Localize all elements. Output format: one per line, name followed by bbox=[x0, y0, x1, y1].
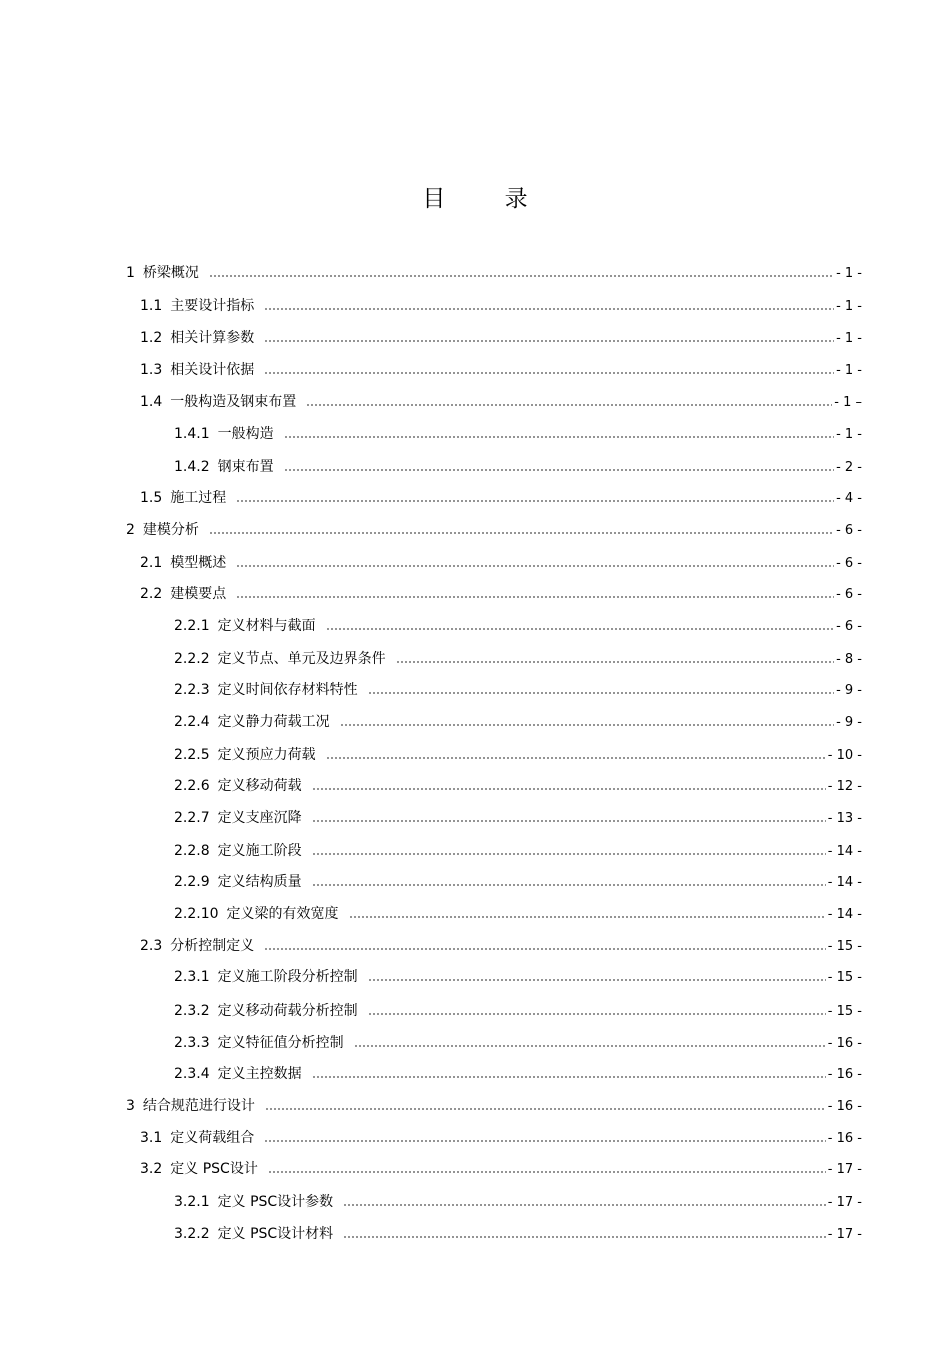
toc-entry-label: 模型概述 bbox=[170, 555, 227, 571]
toc-entry[interactable] bbox=[174, 650, 862, 669]
toc-entry-label: 建模分析 bbox=[142, 522, 199, 538]
toc-entry[interactable] bbox=[174, 905, 862, 924]
toc-entry-label: 分析控制定义 bbox=[170, 938, 255, 954]
toc-dot-leader bbox=[326, 755, 826, 761]
toc-entry-page: - 1 - bbox=[836, 266, 862, 281]
toc-entry-number: 1.4.1 bbox=[174, 426, 210, 442]
toc-entry-number: 2 bbox=[126, 522, 135, 538]
toc-entry-label: 定义静力荷载工况 bbox=[217, 714, 330, 730]
toc-entry[interactable] bbox=[174, 425, 862, 444]
toc-entry-number: 2.2.2 bbox=[174, 651, 210, 667]
toc-entry-page: - 15 - bbox=[827, 939, 862, 954]
toc-entry-label: 定义 PSC设计参数 bbox=[217, 1194, 334, 1210]
toc-entry-number: 2.2.4 bbox=[174, 714, 210, 730]
toc-entry[interactable] bbox=[174, 1034, 862, 1053]
toc-dot-leader bbox=[340, 722, 834, 728]
toc-entry-label: 定义施工阶段 bbox=[217, 843, 302, 859]
toc-entry-label: 相关设计依据 bbox=[170, 362, 255, 378]
toc-dot-leader bbox=[343, 1202, 826, 1208]
toc-entry-page: - 1 - bbox=[836, 299, 862, 314]
toc-entry-page: - 1 - bbox=[836, 363, 862, 378]
toc-entry[interactable] bbox=[174, 746, 862, 765]
toc-entry-label: 桥梁概况 bbox=[142, 265, 199, 281]
toc-dot-leader bbox=[326, 626, 834, 632]
toc-entry[interactable] bbox=[126, 521, 862, 540]
toc-dot-leader bbox=[264, 1138, 826, 1144]
toc-entry[interactable] bbox=[126, 264, 862, 283]
toc-entry-page: - 15 - bbox=[827, 1004, 862, 1019]
toc-entry-label: 钢束布置 bbox=[217, 459, 274, 475]
toc-entry-number: 2.2.3 bbox=[174, 682, 210, 698]
toc-entry-label: 一般构造 bbox=[217, 426, 274, 442]
toc-entry-label: 定义 PSC设计材料 bbox=[217, 1226, 334, 1242]
toc-entry-number: 1.2 bbox=[140, 330, 163, 346]
toc-entry-page: - 14 - bbox=[827, 875, 862, 890]
toc-dot-leader bbox=[368, 1011, 826, 1017]
toc-entry-page: - 4 - bbox=[836, 491, 862, 506]
toc-dot-leader bbox=[264, 946, 826, 952]
toc-dot-leader bbox=[396, 659, 834, 665]
toc-entry[interactable] bbox=[140, 297, 862, 316]
toc-entry-label: 一般构造及钢束布置 bbox=[170, 394, 297, 410]
toc-entry[interactable] bbox=[174, 617, 862, 636]
toc-entry[interactable] bbox=[174, 1225, 862, 1244]
toc-entry-number: 3 bbox=[126, 1098, 135, 1114]
toc-entry[interactable] bbox=[174, 873, 862, 892]
toc-entry-number: 2.3.1 bbox=[174, 969, 210, 985]
toc-entry-page: - 6 - bbox=[836, 587, 862, 602]
toc-entry[interactable] bbox=[140, 1129, 862, 1148]
toc-entry[interactable] bbox=[140, 361, 862, 380]
toc-entry[interactable] bbox=[174, 777, 862, 796]
toc-entry-page: - 13 - bbox=[827, 811, 862, 826]
toc-entry-page: - 15 - bbox=[827, 970, 862, 985]
toc-dot-leader bbox=[236, 594, 834, 600]
toc-entry-label: 相关计算参数 bbox=[170, 330, 255, 346]
toc-entry[interactable] bbox=[174, 458, 862, 477]
toc-dot-leader bbox=[284, 434, 834, 440]
toc-entry-number: 2.2.9 bbox=[174, 874, 210, 890]
toc-entry-page: - 1 – bbox=[834, 395, 862, 410]
toc-dot-leader bbox=[268, 1169, 826, 1175]
toc-entry-label: 定义结构质量 bbox=[217, 874, 302, 890]
toc-entry[interactable] bbox=[126, 1097, 862, 1116]
toc-entry[interactable] bbox=[174, 713, 862, 732]
toc-entry-label: 主要设计指标 bbox=[170, 298, 255, 314]
toc-dot-leader bbox=[265, 1106, 826, 1112]
toc-entry-number: 2.2.8 bbox=[174, 843, 210, 859]
toc-entry[interactable] bbox=[140, 329, 862, 348]
toc-entry-page: - 14 - bbox=[827, 907, 862, 922]
toc-entry-number: 2.3 bbox=[140, 938, 163, 954]
toc-entry-number: 2.2.7 bbox=[174, 810, 210, 826]
toc-entry-label: 定义支座沉降 bbox=[217, 810, 302, 826]
toc-entry[interactable] bbox=[140, 489, 862, 508]
toc-entry-label: 建模要点 bbox=[170, 586, 227, 602]
toc-entry-page: - 16 - bbox=[827, 1067, 862, 1082]
toc-entry-number: 1.4 bbox=[140, 394, 163, 410]
toc-dot-leader bbox=[343, 1234, 826, 1240]
toc-entry-number: 1.5 bbox=[140, 490, 163, 506]
toc-entry[interactable] bbox=[174, 681, 862, 700]
toc-dot-leader bbox=[264, 370, 834, 376]
toc-entry-page: - 6 - bbox=[836, 619, 862, 634]
toc-entry-page: - 9 - bbox=[836, 715, 862, 730]
toc-entry-number: 2.3.2 bbox=[174, 1003, 210, 1019]
toc-entry-number: 3.2.2 bbox=[174, 1226, 210, 1242]
toc-entry-label: 定义施工阶段分析控制 bbox=[217, 969, 358, 985]
toc-entry-label: 定义时间依存材料特性 bbox=[217, 682, 358, 698]
toc-dot-leader bbox=[354, 1043, 826, 1049]
toc-entry-label: 定义主控数据 bbox=[217, 1066, 302, 1082]
toc-entry-page: - 6 - bbox=[836, 556, 862, 571]
toc-entry-page: - 17 - bbox=[827, 1227, 862, 1242]
toc-entry-page: - 14 - bbox=[827, 844, 862, 859]
toc-entry[interactable] bbox=[140, 585, 862, 604]
toc-entry-number: 1.3 bbox=[140, 362, 163, 378]
toc-dot-leader bbox=[349, 914, 826, 920]
toc-entry[interactable] bbox=[174, 1193, 862, 1212]
toc-dot-leader bbox=[264, 306, 834, 312]
toc-entry-page: - 17 - bbox=[827, 1195, 862, 1210]
toc-entry-label: 定义预应力荷载 bbox=[217, 747, 316, 763]
toc-dot-leader bbox=[312, 851, 826, 857]
toc-dot-leader bbox=[312, 1074, 826, 1080]
toc-entry[interactable] bbox=[174, 968, 862, 987]
toc-entry-label: 定义特征值分析控制 bbox=[217, 1035, 344, 1051]
toc-dot-leader bbox=[264, 338, 834, 344]
toc-entry[interactable] bbox=[174, 809, 862, 828]
toc-dot-leader bbox=[368, 977, 826, 983]
toc-entry-page: - 16 - bbox=[827, 1099, 862, 1114]
toc-dot-leader bbox=[209, 273, 834, 279]
toc-entry-label: 施工过程 bbox=[170, 490, 227, 506]
toc-entry-label: 定义节点、单元及边界条件 bbox=[217, 651, 386, 667]
toc-dot-leader bbox=[236, 563, 834, 569]
toc-entry-number: 2.3.3 bbox=[174, 1035, 210, 1051]
toc-entry[interactable] bbox=[174, 1002, 862, 1021]
toc-entry-page: - 6 - bbox=[836, 523, 862, 538]
toc-dot-leader bbox=[236, 498, 834, 504]
toc-entry-number: 3.2 bbox=[140, 1161, 163, 1177]
toc-entry-number: 2.2.10 bbox=[174, 906, 219, 922]
toc-entry-number: 2.2.1 bbox=[174, 618, 210, 634]
toc-entry-page: - 1 - bbox=[836, 427, 862, 442]
toc-entry-number: 1.4.2 bbox=[174, 459, 210, 475]
toc-entry[interactable] bbox=[140, 937, 862, 956]
toc-title: 目 录 bbox=[422, 186, 554, 212]
toc-dot-leader bbox=[312, 818, 826, 824]
toc-entry-number: 2.3.4 bbox=[174, 1066, 210, 1082]
toc-dot-leader bbox=[306, 402, 832, 408]
toc-dot-leader bbox=[368, 690, 834, 696]
toc-entry[interactable] bbox=[174, 842, 862, 861]
toc-entry-page: - 2 - bbox=[836, 460, 862, 475]
toc-entry-page: - 17 - bbox=[827, 1162, 862, 1177]
toc-entry-page: - 8 - bbox=[836, 652, 862, 667]
toc-dot-leader bbox=[209, 530, 834, 536]
toc-entry-number: 2.2 bbox=[140, 586, 163, 602]
toc-entry[interactable] bbox=[140, 554, 862, 573]
toc-entry-number: 1.1 bbox=[140, 298, 163, 314]
toc-entry-page: - 10 - bbox=[827, 748, 862, 763]
toc-entry-label: 定义 PSC设计 bbox=[170, 1161, 258, 1177]
toc-entry-number: 2.1 bbox=[140, 555, 163, 571]
toc-entry-page: - 16 - bbox=[827, 1131, 862, 1146]
toc-entry-page: - 12 - bbox=[827, 779, 862, 794]
toc-entry-number: 3.1 bbox=[140, 1130, 163, 1146]
toc-entry-number: 1 bbox=[126, 265, 135, 281]
toc-dot-leader bbox=[312, 786, 826, 792]
toc-entry[interactable] bbox=[140, 393, 862, 412]
toc-entry[interactable] bbox=[174, 1065, 862, 1084]
toc-entry-page: - 16 - bbox=[827, 1036, 862, 1051]
toc-entry-number: 3.2.1 bbox=[174, 1194, 210, 1210]
toc-entry-number: 2.2.6 bbox=[174, 778, 210, 794]
toc-entry-number: 2.2.5 bbox=[174, 747, 210, 763]
toc-entry[interactable] bbox=[140, 1160, 862, 1179]
toc-entry-label: 定义材料与截面 bbox=[217, 618, 316, 634]
toc-entry-page: - 1 - bbox=[836, 331, 862, 346]
toc-dot-leader bbox=[284, 467, 834, 473]
toc-entry-label: 定义梁的有效宽度 bbox=[226, 906, 339, 922]
toc-dot-leader bbox=[312, 882, 826, 888]
toc-entry-label: 定义移动荷载分析控制 bbox=[217, 1003, 358, 1019]
toc-entry-label: 结合规范进行设计 bbox=[142, 1098, 255, 1114]
toc-entry-label: 定义移动荷载 bbox=[217, 778, 302, 794]
toc-entry-page: - 9 - bbox=[836, 683, 862, 698]
toc-entry-label: 定义荷载组合 bbox=[170, 1130, 255, 1146]
